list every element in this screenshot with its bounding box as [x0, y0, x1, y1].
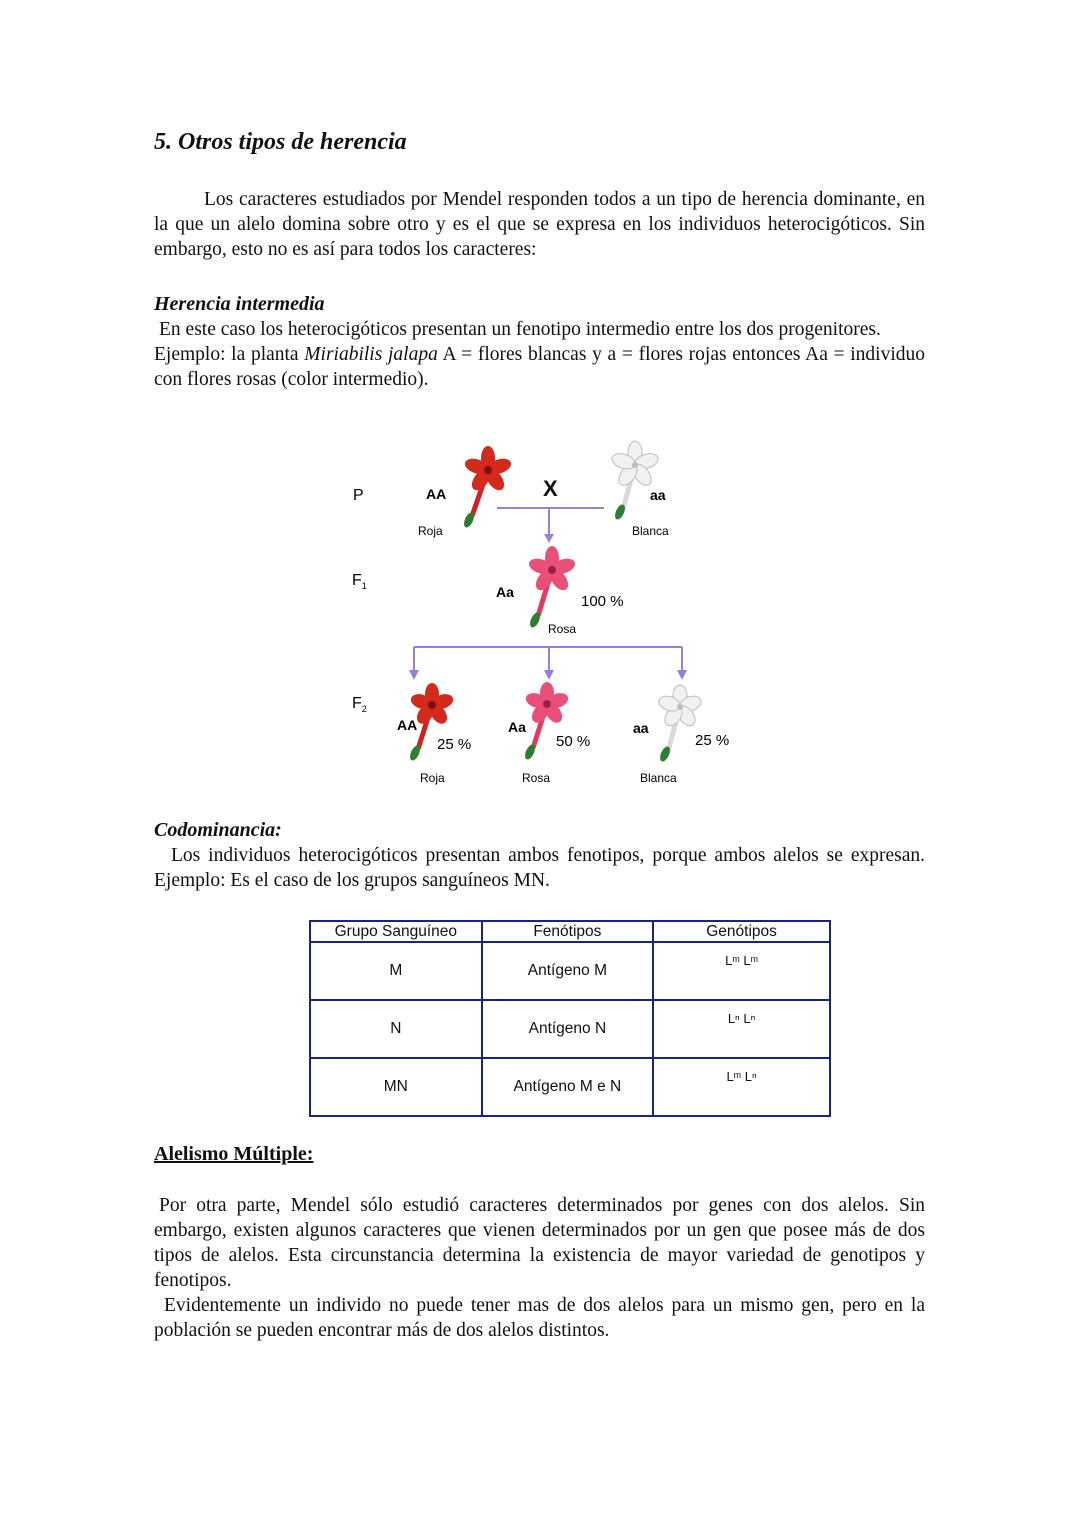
alelismo-paragraph-1: Por otra parte, Mendel sólo estudió caracteres determinados por genes con dos alelos. Sin embargo, existen algunos caracteres que vienen determinados por un gen que posee más de dos tipos de alelos. Esta circunstancia determina la existencia de mayor variedad de genotipos y fenotipos. — [154, 1195, 925, 1291]
f2-middle-genotype: Aa — [508, 719, 526, 735]
f2-right-genotype: aa — [633, 720, 649, 736]
table-header-row — [310, 921, 830, 942]
cell-group: N — [310, 1000, 482, 1058]
white-flower-icon — [657, 685, 703, 763]
f2-middle-caption: Rosa — [522, 771, 551, 785]
p-right-genotype: aa — [650, 487, 666, 503]
cell-phenotype: Antígeno M — [482, 942, 654, 1000]
gen-f1-subscript: 1 — [361, 581, 367, 591]
pink-flower-icon — [527, 546, 577, 629]
header-phenotype: Fenótipos — [482, 921, 654, 942]
table-row — [310, 1058, 830, 1116]
cell-phenotype: Antígeno M e N — [482, 1058, 654, 1116]
section-title: 5. Otros tipos de herencia — [154, 129, 407, 155]
gen-f1-letter: F — [352, 572, 362, 589]
f2-right-percent: 25 % — [695, 732, 730, 749]
alelismo-paragraph-2: Evidentemente un individo no puede tener mas de dos alelos para un mismo gen, pero en la población se pueden encontrar más de dos alelos distintos. — [154, 1295, 925, 1341]
f2-middle-percent: 50 % — [556, 733, 591, 750]
blood-group-table — [309, 920, 831, 1117]
f2-left-caption: Roja — [420, 771, 445, 785]
intermedia-text: En este caso los heterocigóticos presentan un fenotipo intermedio entre los dos progenitores. — [159, 319, 881, 340]
cell-genotype: Lᵐ Lⁿ — [653, 1058, 830, 1116]
example-suffix: A = flores blancas y a = flores rojas entonces Aa = individuo con flores rosas (color intermedio). — [154, 344, 925, 390]
header-genotype: Genótipos — [653, 921, 830, 942]
red-flower-icon — [462, 446, 513, 529]
p-right-caption: Blanca — [632, 524, 669, 538]
f2-arrow-middle-head — [544, 670, 554, 680]
example-prefix: Ejemplo: la planta — [154, 344, 305, 365]
gen-label-f1 — [352, 572, 367, 591]
cross-symbol: X — [543, 476, 558, 501]
alelismo-title: Alelismo Múltiple: — [154, 1143, 314, 1165]
f2-left-genotype: AA — [397, 717, 418, 733]
alelismo-section — [154, 1193, 925, 1343]
white-flower-icon — [610, 441, 660, 521]
gen-f2-subscript: 2 — [361, 704, 367, 714]
cell-phenotype: Antígeno N — [482, 1000, 654, 1058]
f1-percent: 100 % — [581, 593, 624, 610]
codominancia-section — [154, 818, 925, 893]
codominancia-text: Los individuos heterocigóticos presentan ambos fenotipos, porque ambos alelos se expresan. Ejemplo: Es el caso de los grupos sanguíneos MN. — [154, 845, 925, 891]
codominancia-title: Codominancia: — [154, 819, 282, 841]
header-group: Grupo Sanguíneo — [310, 921, 482, 942]
intro-text: Los caracteres estudiados por Mendel responden todos a un tipo de herencia dominante, en la que un alelo domina sobre otro y es el que se expresa en los individuos heterocigóticos. Sin embargo, esto no es así para todos los caracteres: — [154, 189, 925, 260]
cell-group: MN — [310, 1058, 482, 1116]
gen-f2-letter: F — [352, 695, 362, 712]
p-left-caption: Roja — [418, 524, 443, 538]
p-left-genotype: AA — [426, 486, 447, 502]
f1-caption: Rosa — [548, 622, 577, 636]
f2-arrow-left-head — [409, 670, 419, 680]
table-row — [310, 1000, 830, 1058]
f2-left-percent: 25 % — [437, 736, 472, 753]
cross-arrow-head — [544, 534, 554, 543]
gen-label-f2 — [352, 695, 367, 714]
example-species: Miriabilis jalapa — [304, 344, 438, 365]
cell-group: M — [310, 942, 482, 1000]
cell-genotype: Lᵐ Lᵐ — [653, 942, 830, 1000]
f1-genotype: Aa — [496, 584, 514, 600]
f2-arrow-right-head — [677, 670, 687, 680]
table-row — [310, 942, 830, 1000]
cell-genotype: Lⁿ Lⁿ — [653, 1000, 830, 1058]
gen-label-p: P — [353, 487, 364, 504]
intermedia-title: Herencia intermedia — [154, 293, 325, 315]
f2-right-caption: Blanca — [640, 771, 677, 785]
